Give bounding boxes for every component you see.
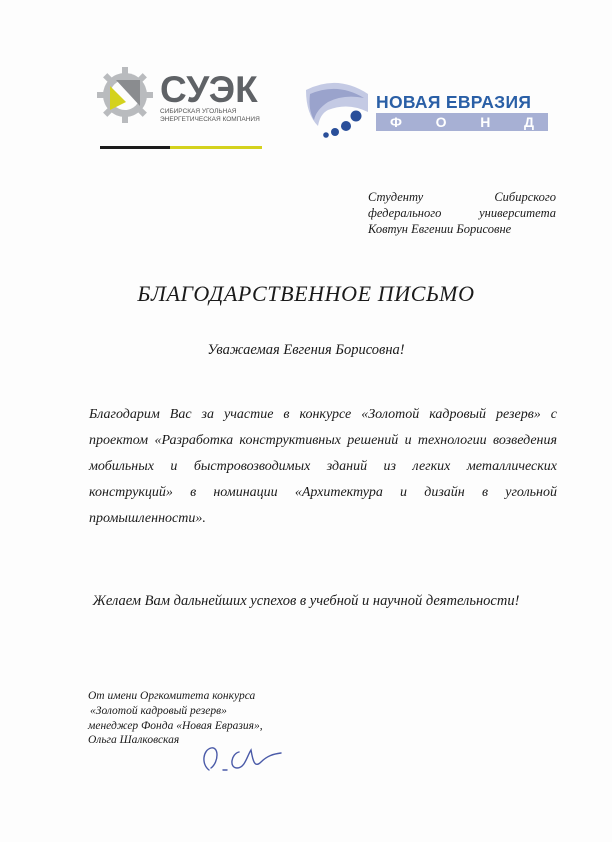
suek-subtitle (160, 108, 270, 124)
fond-label (376, 113, 548, 131)
addressee-line: федерального университета (368, 206, 556, 220)
signature-line: Ольга Шалковская (88, 734, 180, 747)
fond-letter: Н (480, 114, 491, 130)
handwritten-signature (195, 740, 285, 776)
suek-name: СУЭК (160, 69, 258, 110)
fond-letter: Ф (390, 114, 402, 130)
greeting: Уважаемая Евгения Борисовна! (207, 342, 405, 358)
addressee-line: Студенту Сибирского (368, 190, 556, 204)
suek-subtitle-line: ЭНЕРГЕТИЧЕСКАЯ КОМПАНИЯ (160, 116, 260, 123)
fond-letter: О (435, 114, 447, 130)
new-eurasia-emblem-icon (298, 80, 378, 138)
fond-letter: Д (523, 114, 534, 130)
suek-logo (96, 66, 266, 150)
signature-line: «Золотой кадровый резерв» (90, 704, 227, 717)
letter-body: Благодарим Вас за участие в конкурсе «Золотой кадровый резерв» с проектом «Разработка конструктивных решений и технологии возведения мобильных и быстровозводимых зданий из легких металлических конструкций» в номинации «Архитектура и дизайн в угольной промышленности». (89, 407, 557, 526)
signature-line: От имени Оргкомитета конкурса (88, 690, 256, 702)
suek-gear-icon (96, 66, 154, 124)
suek-underline (100, 146, 262, 149)
letter-title: БЛАГОДАРСТВЕННОЕ ПИСЬМО (137, 281, 475, 306)
addressee-line: Ковтун Евгении Борисовне (368, 222, 512, 236)
addressee-block (368, 189, 556, 237)
signature-line: менеджер Фонда «Новая Евразия», (88, 719, 263, 732)
suek-subtitle-line: СИБИРСКАЯ УГОЛЬНАЯ (160, 108, 237, 115)
new-eurasia-logo (298, 80, 558, 140)
closing-wish: Желаем Вам дальнейших успехов в учебной и научной деятельности! (92, 593, 520, 609)
new-eurasia-name: НОВАЯ ЕВРАЗИЯ (376, 92, 532, 112)
